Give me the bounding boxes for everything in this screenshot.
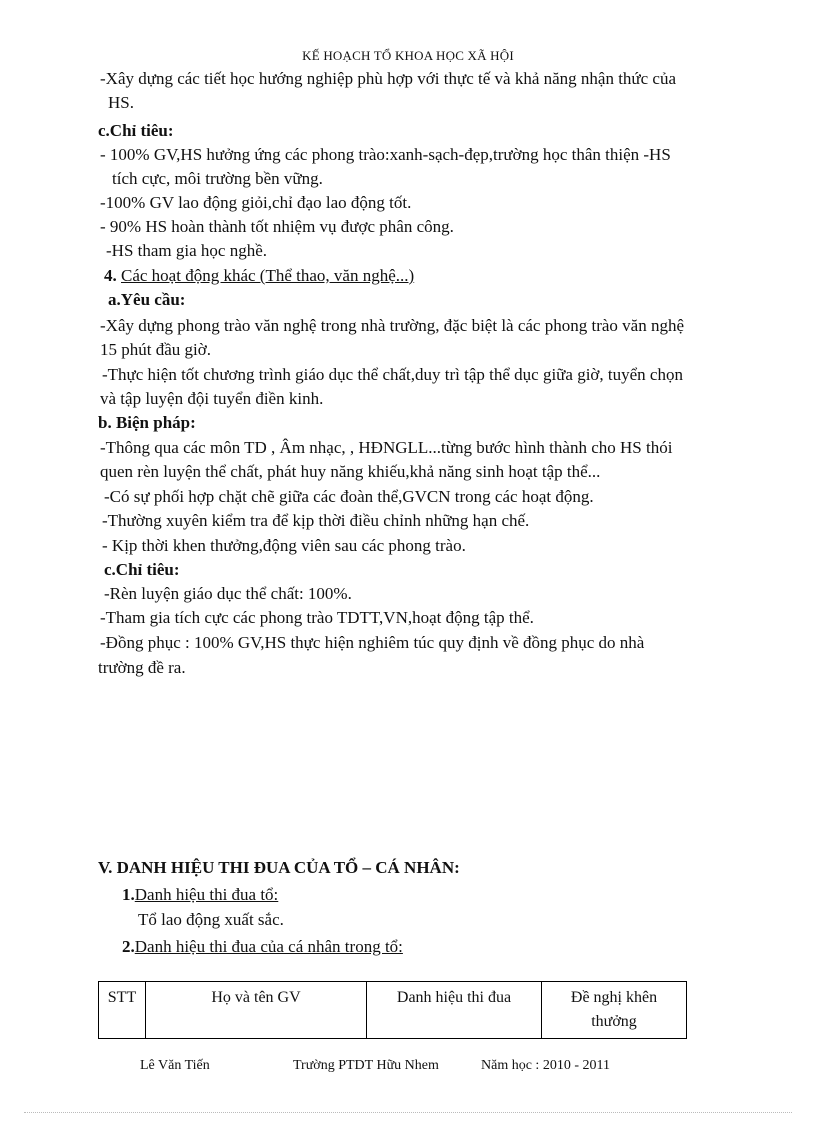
header-proposed-reward — [542, 982, 687, 1039]
text-line: và tập luyện đội tuyển điền kinh. — [100, 389, 324, 408]
subheading-measures: b. Biện pháp: — [98, 413, 196, 432]
text-line: -Thực hiện tốt chương trình giáo dục thể chất,duy trì tập thể dục giữa giờ, tuyển chọn — [102, 365, 683, 384]
text-line: -Đồng phục : 100% GV,HS thực hiện nghiêm túc quy định về đồng phục do nhà — [100, 633, 645, 652]
footer-year: Năm học : 2010 - 2011 — [481, 1058, 610, 1073]
text-line: tích cực, môi trường bền vững. — [112, 169, 323, 188]
header-award-title: Danh hiệu thi đua — [367, 982, 542, 1039]
item-number: 2. — [122, 937, 135, 956]
text-line: trường đề ra. — [98, 658, 186, 677]
header-teacher-name: Họ và tên GV — [146, 982, 367, 1039]
table-header-row — [99, 982, 687, 1039]
text-line: -HS tham gia học nghề. — [106, 241, 267, 260]
text-line: -100% GV lao động giỏi,chỉ đạo lao động tốt. — [100, 193, 412, 212]
section-4-heading — [104, 264, 414, 288]
page-bottom-divider — [24, 1112, 792, 1113]
header-proposed-reward-line1: Đề nghị khên — [570, 989, 658, 1006]
text-line: -Có sự phối hợp chặt chẽ giữa các đoàn thể,GVCN trong các hoạt động. — [104, 487, 594, 506]
item-title: Danh hiệu thi đua tổ: — [134, 885, 279, 904]
section-5-item-1-value: Tổ lao động xuất sắc. — [138, 910, 284, 929]
text-line: - Kịp thời khen thưởng,động viên sau các phong trào. — [102, 536, 466, 555]
item-number: 1. — [122, 885, 135, 904]
section-number: 4. — [104, 266, 117, 285]
text-line: HS. — [108, 93, 134, 112]
page-header: KẾ HOẠCH TỔ KHOA HỌC XÃ HỘI — [302, 48, 514, 63]
footer-author: Lê Văn Tiến — [140, 1058, 210, 1073]
text-line: - 90% HS hoàn thành tốt nhiệm vụ được phân công. — [100, 217, 454, 236]
subheading-targets: c.Chỉ tiêu: — [104, 560, 180, 579]
header-proposed-reward-line2: thưởng — [591, 1013, 637, 1030]
text-line: quen rèn luyện thể chất, phát huy năng khiếu,khả năng sinh hoạt tập thể... — [100, 462, 601, 481]
header-stt: STT — [99, 982, 146, 1039]
text-line: -Thông qua các môn TD , Âm nhạc, , HĐNGLL...từng bước hình thành cho HS thói — [100, 438, 673, 457]
text-line: -Xây dựng các tiết học hướng nghiệp phù hợp với thực tế và khả năng nhận thức của — [100, 69, 677, 88]
award-table — [98, 981, 687, 1039]
subheading-requirements: a.Yêu cầu: — [108, 290, 186, 309]
subheading-targets: c.Chỉ tiêu: — [98, 121, 174, 140]
text-line: -Tham gia tích cực các phong trào TDTT,VN,hoạt động tập thể. — [100, 608, 534, 627]
section-5-item-1 — [122, 883, 278, 907]
item-title: Danh hiệu thi đua của cá nhân trong tổ: — [134, 937, 403, 956]
section-5-item-2 — [122, 935, 403, 959]
text-line: -Rèn luyện giáo dục thể chất: 100%. — [104, 584, 352, 603]
footer-school: Trường PTDT Hữu Nhem — [293, 1058, 439, 1073]
text-line: -Thường xuyên kiểm tra để kịp thời điều chỉnh những hạn chế. — [102, 511, 530, 530]
text-line: 15 phút đầu giờ. — [100, 340, 211, 359]
section-5-heading: V. DANH HIỆU THI ĐUA CỦA TỔ – CÁ NHÂN: — [98, 858, 460, 877]
section-title: Các hoạt động khác (Thể thao, văn nghệ...) — [121, 266, 415, 285]
text-line: - 100% GV,HS hưởng ứng các phong trào:xanh-sạch-đẹp,trường học thân thiện -HS — [100, 145, 671, 164]
text-line: -Xây dựng phong trào văn nghệ trong nhà trường, đặc biệt là các phong trào văn nghệ — [100, 316, 684, 335]
